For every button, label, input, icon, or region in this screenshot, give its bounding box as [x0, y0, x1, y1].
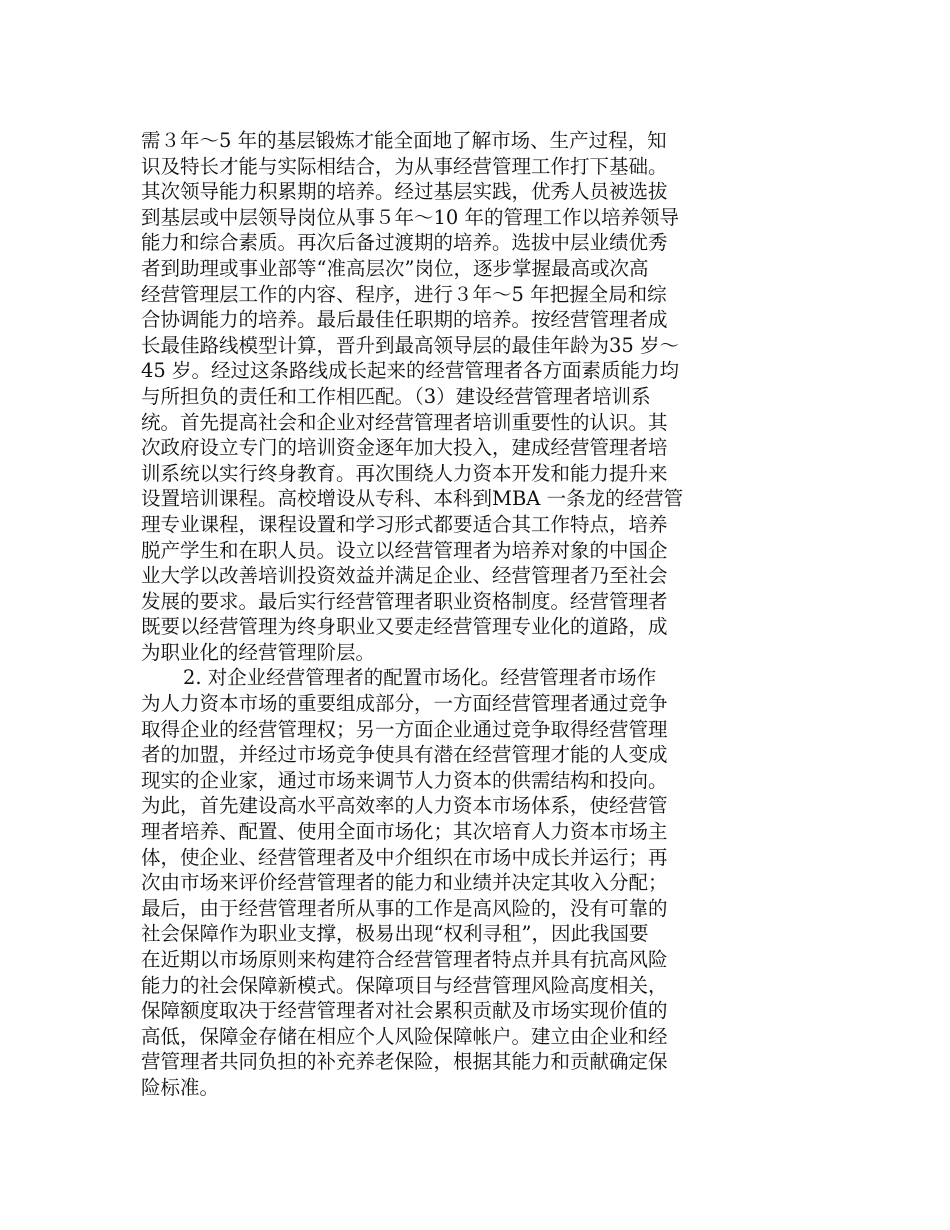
text-line: 需３年～5 年的基层锻炼才能全面地了解市场、生产过程，知	[141, 129, 667, 152]
text-line: 营管理者共同负担的补充养老保险，根据其能力和贡献确定保	[141, 1050, 668, 1074]
text-line: 合协调能力的培养。最后最佳任职期的培养。按经营管理者成	[141, 308, 668, 332]
text-line: 为人力资本市场的重要组成部分，一方面经营管理者通过竞争	[141, 692, 668, 716]
text-line: 次政府设立专门的培训资金逐年加大投入，建成经营管理者培	[141, 436, 668, 460]
text-line: 最后，由于经营管理者所从事的工作是高风险的，没有可靠的	[141, 896, 668, 920]
text-line: 者到助理或事业部等“准高层次”岗位，逐步掌握最高或次高	[141, 256, 649, 280]
text-line: 体，使企业、经营管理者及中介组织在市场中成长并运行；再	[141, 845, 668, 869]
text-line: 脱产学生和在职人员。设立以经营管理者为培养对象的中国企	[141, 538, 668, 562]
text-line: 能力和综合素质。再次后备过渡期的培养。选拔中层业绩优秀	[141, 231, 668, 255]
text-line: 次由市场来评价经营管理者的能力和业绩并决定其收入分配；	[141, 871, 668, 895]
text-line: 识及特长才能与实际相结合，为从事经营管理工作打下基础。	[141, 154, 668, 178]
text-line: 为此，首先建设高水平高效率的人力资本市场体系，使经营管	[141, 794, 668, 818]
text-line: 者的加盟，并经过市场竞争使具有潜在经营管理才能的人变成	[141, 743, 668, 767]
text-line: 社会保障作为职业支撑，极易出现“权利寻租”，因此我国要	[141, 922, 649, 946]
text-line: 业大学以改善培训投资效益并满足企业、经营管理者乃至社会	[141, 564, 668, 588]
text-line: 为职业化的经营管理阶层。	[141, 640, 376, 664]
text-line: 其次领导能力积累期的培养。经过基层实践，优秀人员被选拔	[141, 180, 668, 204]
text-line: 45 岁。经过这条路线成长起来的经营管理者各方面素质能力均	[141, 359, 680, 383]
section-heading-line: 2. 对企业经营管理者的配置市场化。经营管理者市场作	[183, 666, 657, 690]
text-line: 保障额度取决于经营管理者对社会累积贡献及市场实现价值的	[141, 999, 668, 1023]
body-text	[141, 128, 741, 1101]
text-line: 设置培训课程。高校增设从专科、本科到MBA 一条龙的经营管	[141, 487, 684, 511]
text-line: 统。首先提高社会和企业对经营管理者培训重要性的认识。其	[141, 410, 668, 434]
text-line: 现实的企业家，通过市场来调节人力资本的供需结构和投向。	[141, 768, 668, 792]
text-line: 险标准。	[141, 1075, 220, 1099]
text-line: 经营管理层工作的内容、程序，进行３年～5 年把握全局和综	[141, 282, 667, 306]
text-line: 与所担负的责任和工作相匹配。（3）建设经营管理者培训系	[141, 384, 651, 408]
text-line: 到基层或中层领导岗位从事５年～10 年的管理工作以培养领导	[141, 205, 680, 229]
text-line: 理专业课程，课程设置和学习形式都要适合其工作特点，培养	[141, 512, 668, 536]
text-line: 在近期以市场原则来构建符合经营管理者特点并具有抗高风险	[141, 948, 668, 971]
text-line: 高低，保障金存储在相应个人风险保障帐户。建立由企业和经	[141, 1024, 668, 1048]
text-line: 取得企业的经营管理权；另一方面企业通过竞争取得经营管理	[141, 717, 668, 741]
text-line: 既要以经营管理为终身职业又要走经营管理专业化的道路，成	[141, 615, 668, 639]
text-line: 能力的社会保障新模式。保障项目与经营管理风险高度相关，	[141, 973, 668, 997]
text-line: 训系统以实行终身教育。再次围绕人力资本开发和能力提升来	[141, 461, 668, 485]
text-line: 发展的要求。最后实行经营管理者职业资格制度。经营管理者	[141, 589, 668, 613]
text-line: 长最佳路线模型计算，晋升到最高领导层的最佳年龄为35 岁～	[141, 333, 680, 357]
text-line: 理者培养、配置、使用全面市场化；其次培育人力资本市场主	[141, 820, 668, 844]
